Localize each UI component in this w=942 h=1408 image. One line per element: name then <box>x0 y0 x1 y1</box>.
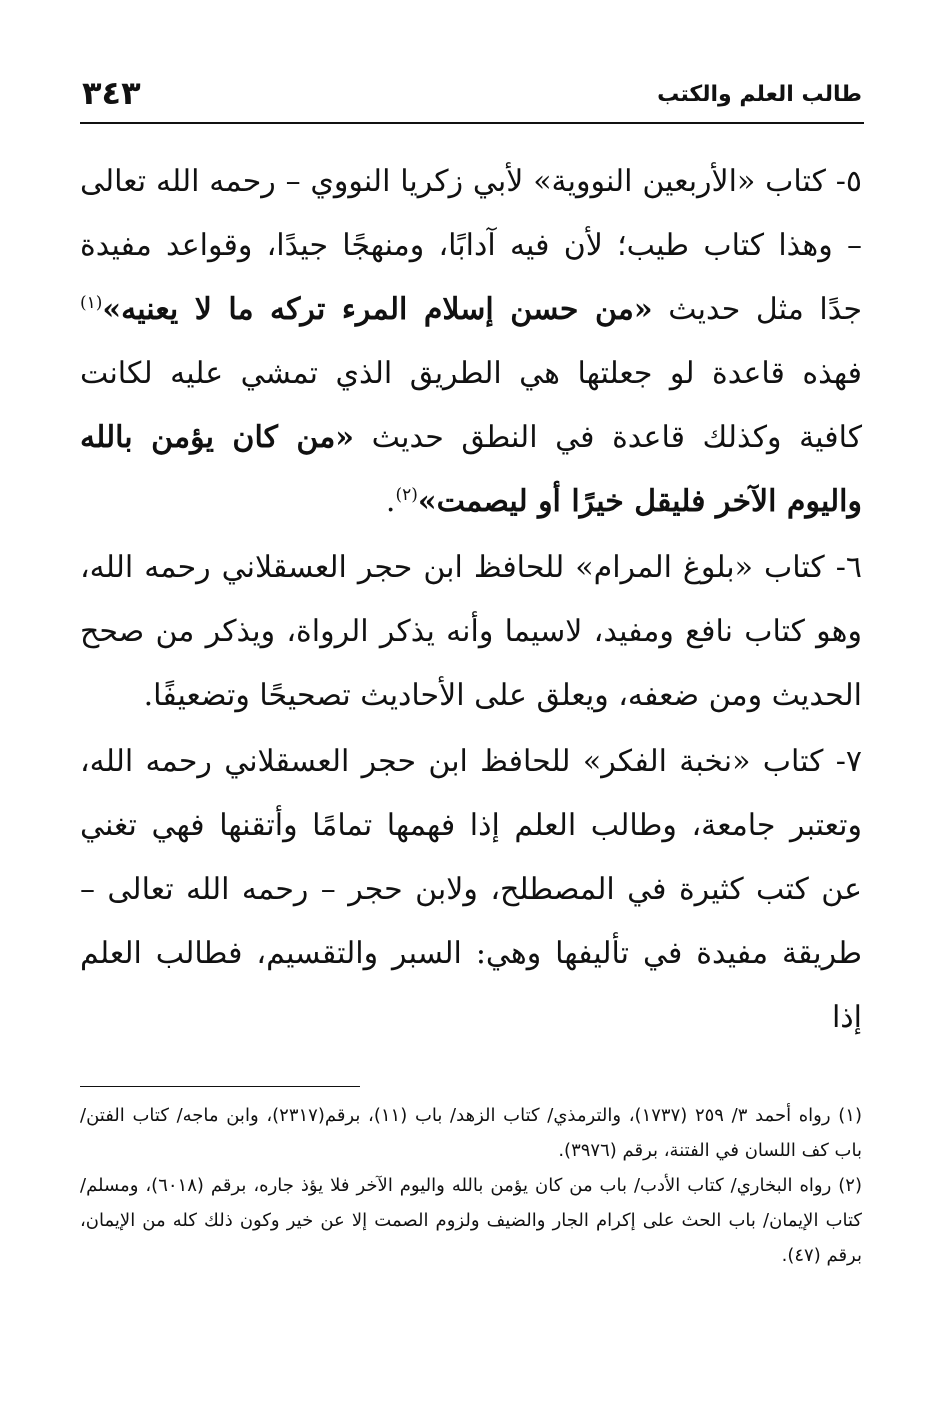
footnotes <box>80 1098 862 1273</box>
item-5-tail: . <box>385 484 396 519</box>
list-item-6: ٦- كتاب «بلوغ المرام» للحافظ ابن حجر العسقلاني رحمه الله، وهو كتاب نافع ومفيد، لاسيما وأنه يذكر الرواة، ويذكر من صحح الحديث ومن ضعفه، ويعلق على الأحاديث تصحيحًا وتضعيفًا. <box>80 550 862 713</box>
footnote-1: (١) رواه أحمد ٣/ ٢٥٩ (١٧٣٧)، والترمذي/ كتاب الزهد/ باب (١١)، برقم(٢٣١٧)، وابن ماجه/ كتاب الفتن/ باب كف اللسان في الفتنة، برقم (٣٩٧٦). <box>80 1105 862 1161</box>
item-5-lead: ٥- كتاب «الأربعين النووية» لأبي زكريا النووي – رحمه الله تعالى – وهذا كتاب طيب؛ لأن فيه آدابًا، ومنهجًا جيدًا، وقواعد مفيدة جدًا مثل حديث <box>80 164 862 327</box>
item-5-mid: فهذه قاعدة لو جعلتها هي الطريق الذي تمشي عليه لكانت كافية وكذلك قاعدة في النطق حديث <box>80 356 862 455</box>
main-text <box>80 150 862 1052</box>
page-number: ٣٤٣ <box>82 74 141 112</box>
hadith-quote-2: «من كان يؤمن بالله واليوم الآخر فليقل خيرًا أو ليصمت» <box>80 420 862 519</box>
hadith-quote-1: «من حسن إسلام المرء تركه ما لا يعنيه» <box>102 292 653 327</box>
footnote-2: (٢) رواه البخاري/ كتاب الأدب/ باب من كان يؤمن بالله واليوم الآخر فلا يؤذ جاره، برقم (٦٠١٨)، ومسلم/ كتاب الإيمان/ باب الحث على إكرام الجار والضيف ولزوم الصمت إلا عن خير وكون ذلك كله من الإيمان، برقم (٤٧). <box>80 1175 862 1266</box>
running-title: طالب العلم والكتب <box>657 82 862 107</box>
list-item-5 <box>80 150 862 534</box>
footnote-ref-1[interactable]: (١) <box>80 293 103 313</box>
header-divider <box>80 122 864 124</box>
list-item-7: ٧- كتاب «نخبة الفكر» للحافظ ابن حجر العسقلاني رحمه الله، وتعتبر جامعة، وطالب العلم إذا فهمها تمامًا وأتقنها فهي تغني عن كتب كثيرة في المصطلح، ولابن حجر – رحمه الله تعالى – طريقة مفيدة في تأليفها وهي: السبر والتقسيم، فطالب العلم إذا <box>80 744 862 1035</box>
page-header <box>80 74 862 118</box>
footnote-ref-2[interactable]: (٢) <box>395 485 418 505</box>
footnote-divider <box>80 1086 360 1087</box>
